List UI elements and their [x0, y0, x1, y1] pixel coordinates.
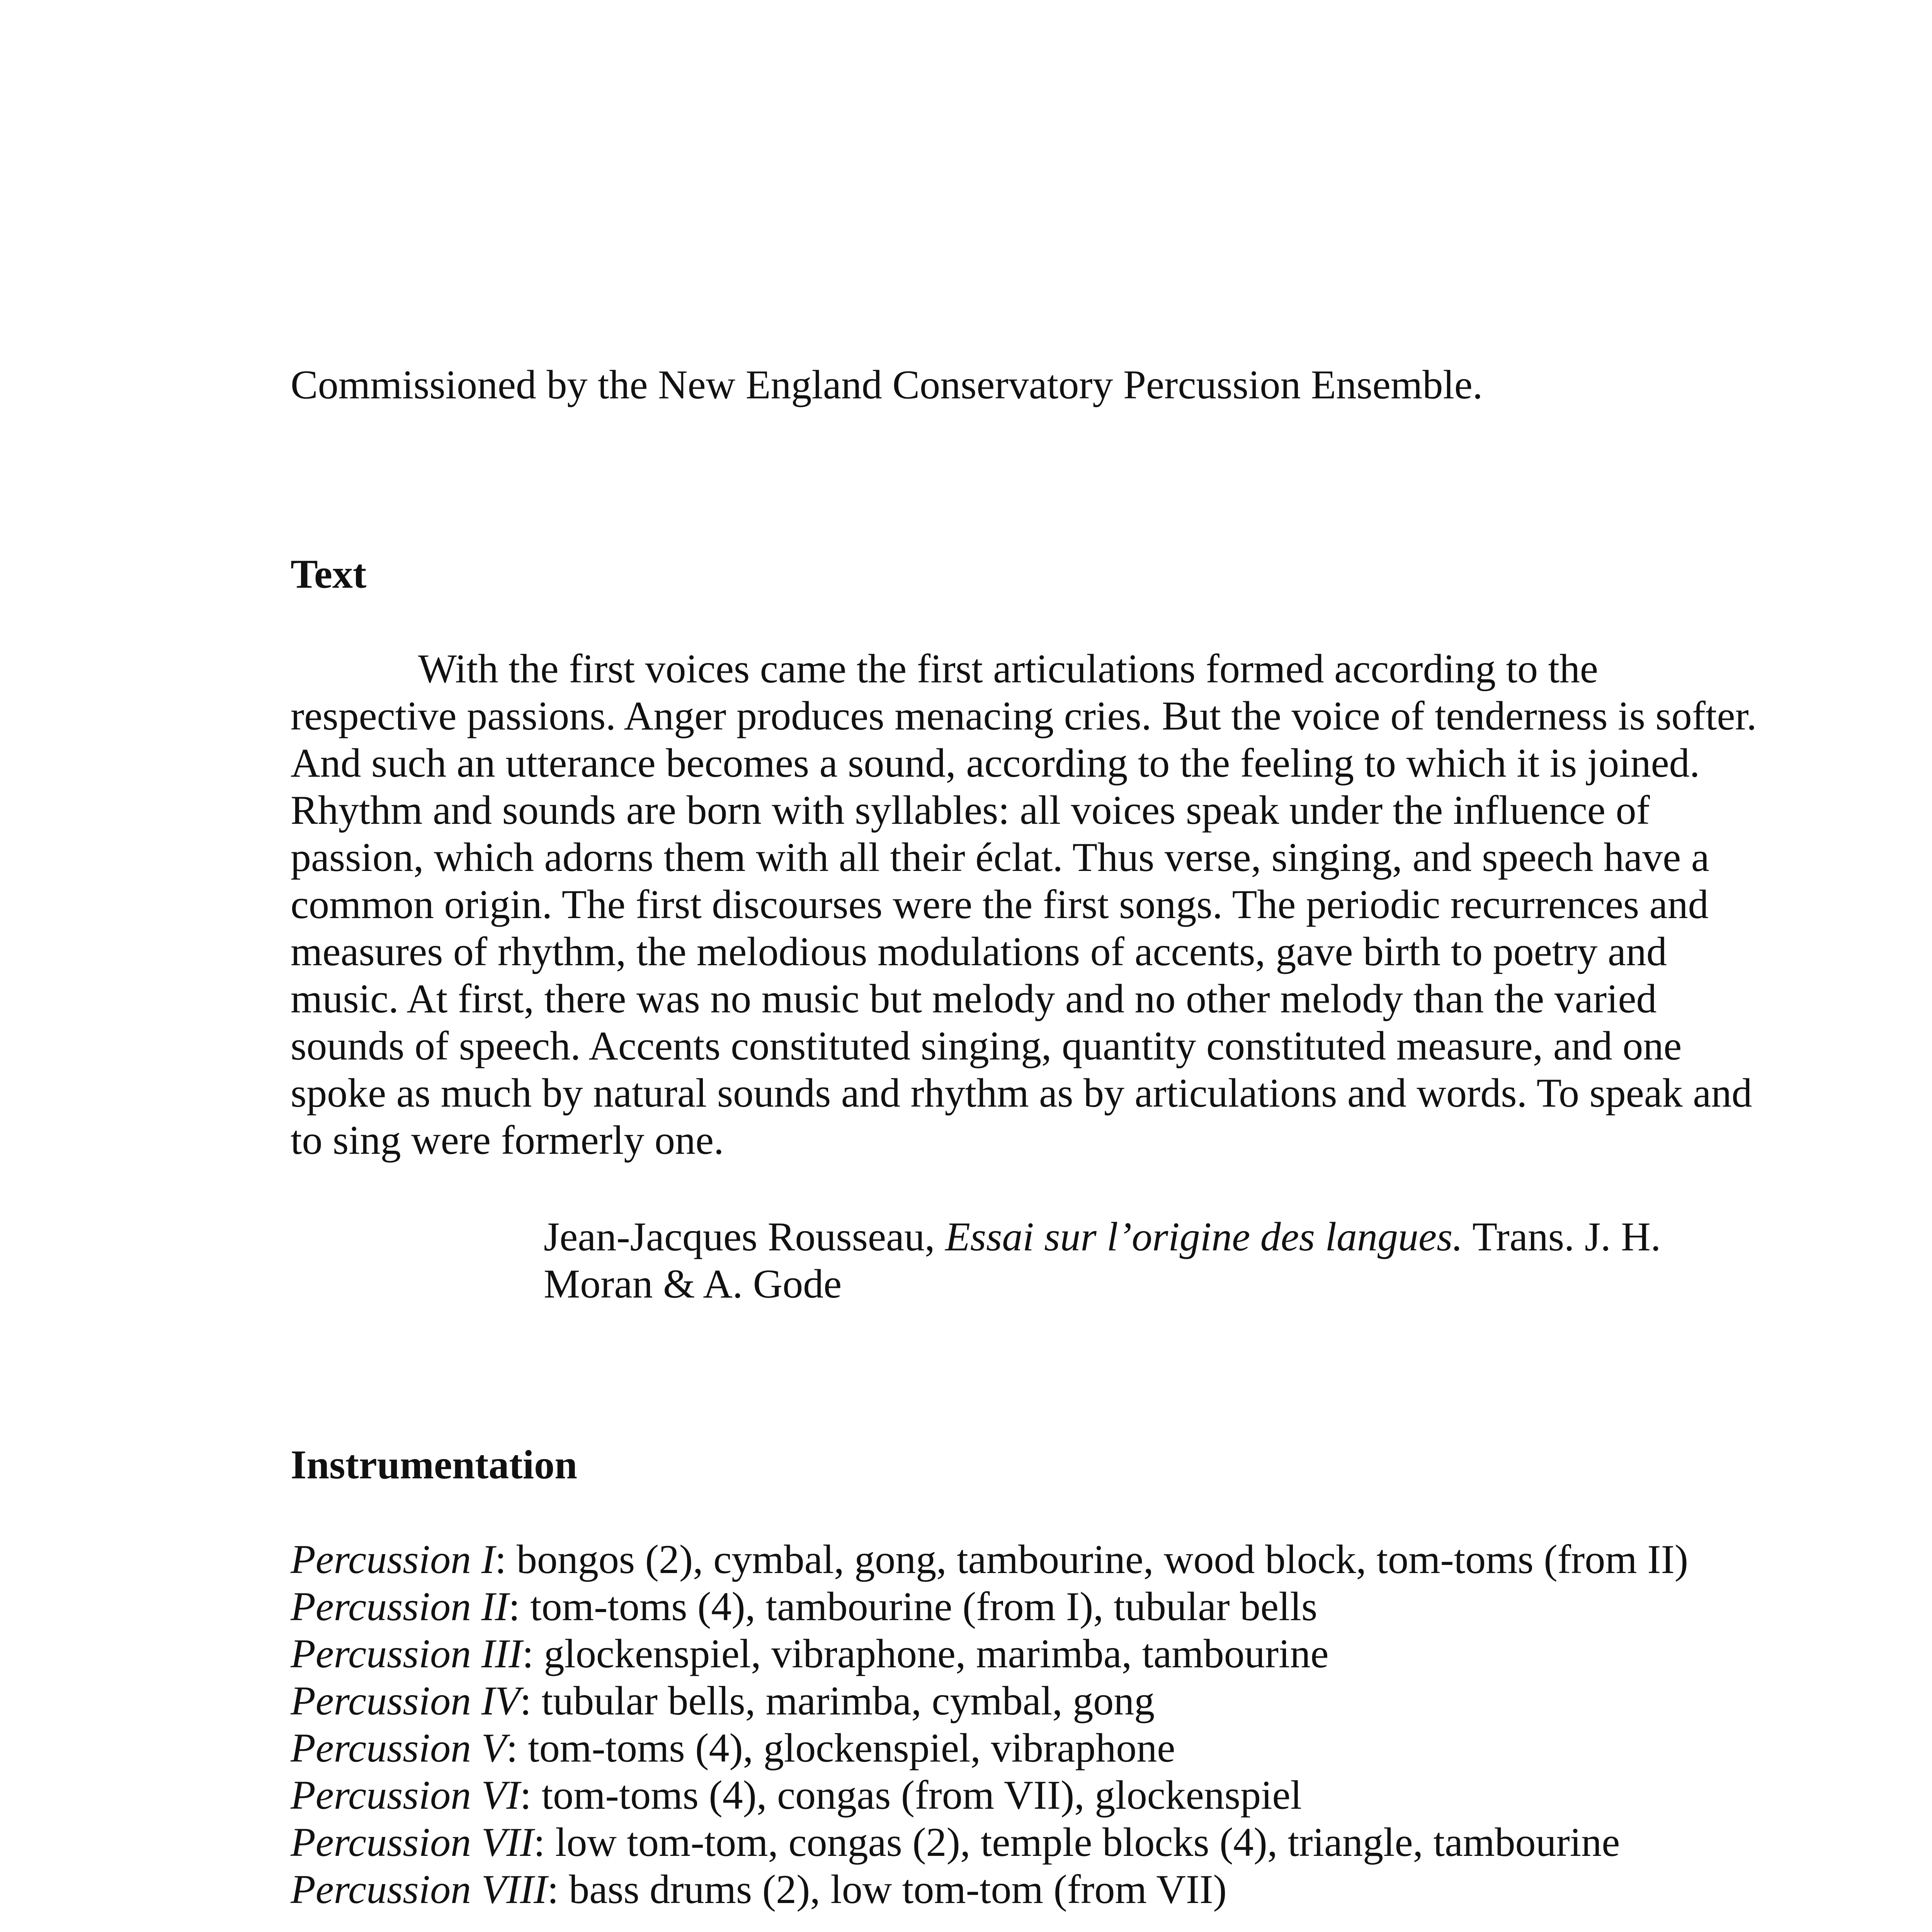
percussion-part	[291, 1583, 1836, 1630]
citation-translator: Trans. J. H.	[1463, 1214, 1661, 1259]
part-instruments: : bongos (2), cymbal, gong, tambourine, wood block, tom-toms (from II)	[495, 1537, 1689, 1582]
rousseau-quote-paragraph	[291, 645, 1875, 1164]
part-instruments: : tom-toms (4), tambourine (from I), tubular bells	[509, 1584, 1318, 1629]
percussion-part	[291, 1725, 1836, 1772]
percussion-part	[291, 1819, 1836, 1866]
part-instruments: : low tom-tom, congas (2), temple blocks (4), triangle, tambourine	[533, 1820, 1620, 1865]
quote-line: respective passions. Anger produces menacing cries. But the voice of tenderness is softer.	[291, 693, 1757, 738]
part-name: Percussion VI	[291, 1772, 520, 1818]
part-name: Percussion IV	[291, 1678, 520, 1723]
percussion-part	[291, 1866, 1836, 1913]
quote-line: music. At first, there was no music but melody and no other melody than the varied	[291, 976, 1657, 1021]
quote-line: passion, which adorns them with all their éclat. Thus verse, singing, and speech have a	[291, 835, 1709, 880]
text-heading: Text	[291, 551, 367, 597]
part-name: Percussion VII	[291, 1820, 534, 1865]
instrumentation-heading: Instrumentation	[291, 1442, 578, 1487]
percussion-part	[291, 1536, 1836, 1583]
citation-line-2: Moran & A. Gode	[544, 1261, 842, 1306]
part-instruments: : tom-toms (4), glockenspiel, vibraphone	[506, 1725, 1175, 1770]
part-name: Percussion VIII	[291, 1867, 548, 1912]
part-name: Percussion I	[291, 1537, 495, 1582]
quote-line: measures of rhythm, the melodious modulations of accents, gave birth to poetry and	[291, 929, 1667, 974]
citation-line-1	[544, 1213, 1819, 1260]
percussion-part	[291, 1630, 1836, 1677]
quote-citation	[544, 1213, 1819, 1308]
percussion-list	[291, 1536, 1836, 1913]
part-name: Percussion II	[291, 1584, 509, 1629]
citation-author: Jean-Jacques Rousseau,	[544, 1214, 946, 1259]
part-name: Percussion III	[291, 1631, 522, 1676]
percussion-part	[291, 1677, 1836, 1725]
part-instruments: : tubular bells, marimba, cymbal, gong	[520, 1678, 1155, 1723]
commission-statement: Commissioned by the New England Conservatory Percussion Ensemble.	[291, 362, 1483, 407]
quote-line: With the first voices came the first articulations formed according to the	[418, 646, 1598, 691]
part-instruments: : tom-toms (4), congas (from VII), glockenspiel	[520, 1772, 1302, 1818]
quote-line: spoke as much by natural sounds and rhythm as by articulations and words. To speak and	[291, 1070, 1752, 1116]
quote-line: common origin. The first discourses were the first songs. The periodic recurrences and	[291, 882, 1709, 927]
part-instruments: : glockenspiel, vibraphone, marimba, tambourine	[522, 1631, 1329, 1676]
percussion-part	[291, 1772, 1836, 1819]
quote-line: Rhythm and sounds are born with syllables: all voices speak under the influence of	[291, 787, 1650, 833]
part-name: Percussion V	[291, 1725, 507, 1770]
quote-line: to sing were formerly one.	[291, 1117, 724, 1163]
citation-work-title: Essai sur l’origine des langues.	[945, 1214, 1463, 1259]
quote-line: sounds of speech. Accents constituted singing, quantity constituted measure, and one	[291, 1023, 1682, 1068]
part-instruments: : bass drums (2), low tom-tom (from VII)	[547, 1867, 1227, 1912]
quote-line: And such an utterance becomes a sound, according to the feeling to which it is joined.	[291, 740, 1700, 786]
